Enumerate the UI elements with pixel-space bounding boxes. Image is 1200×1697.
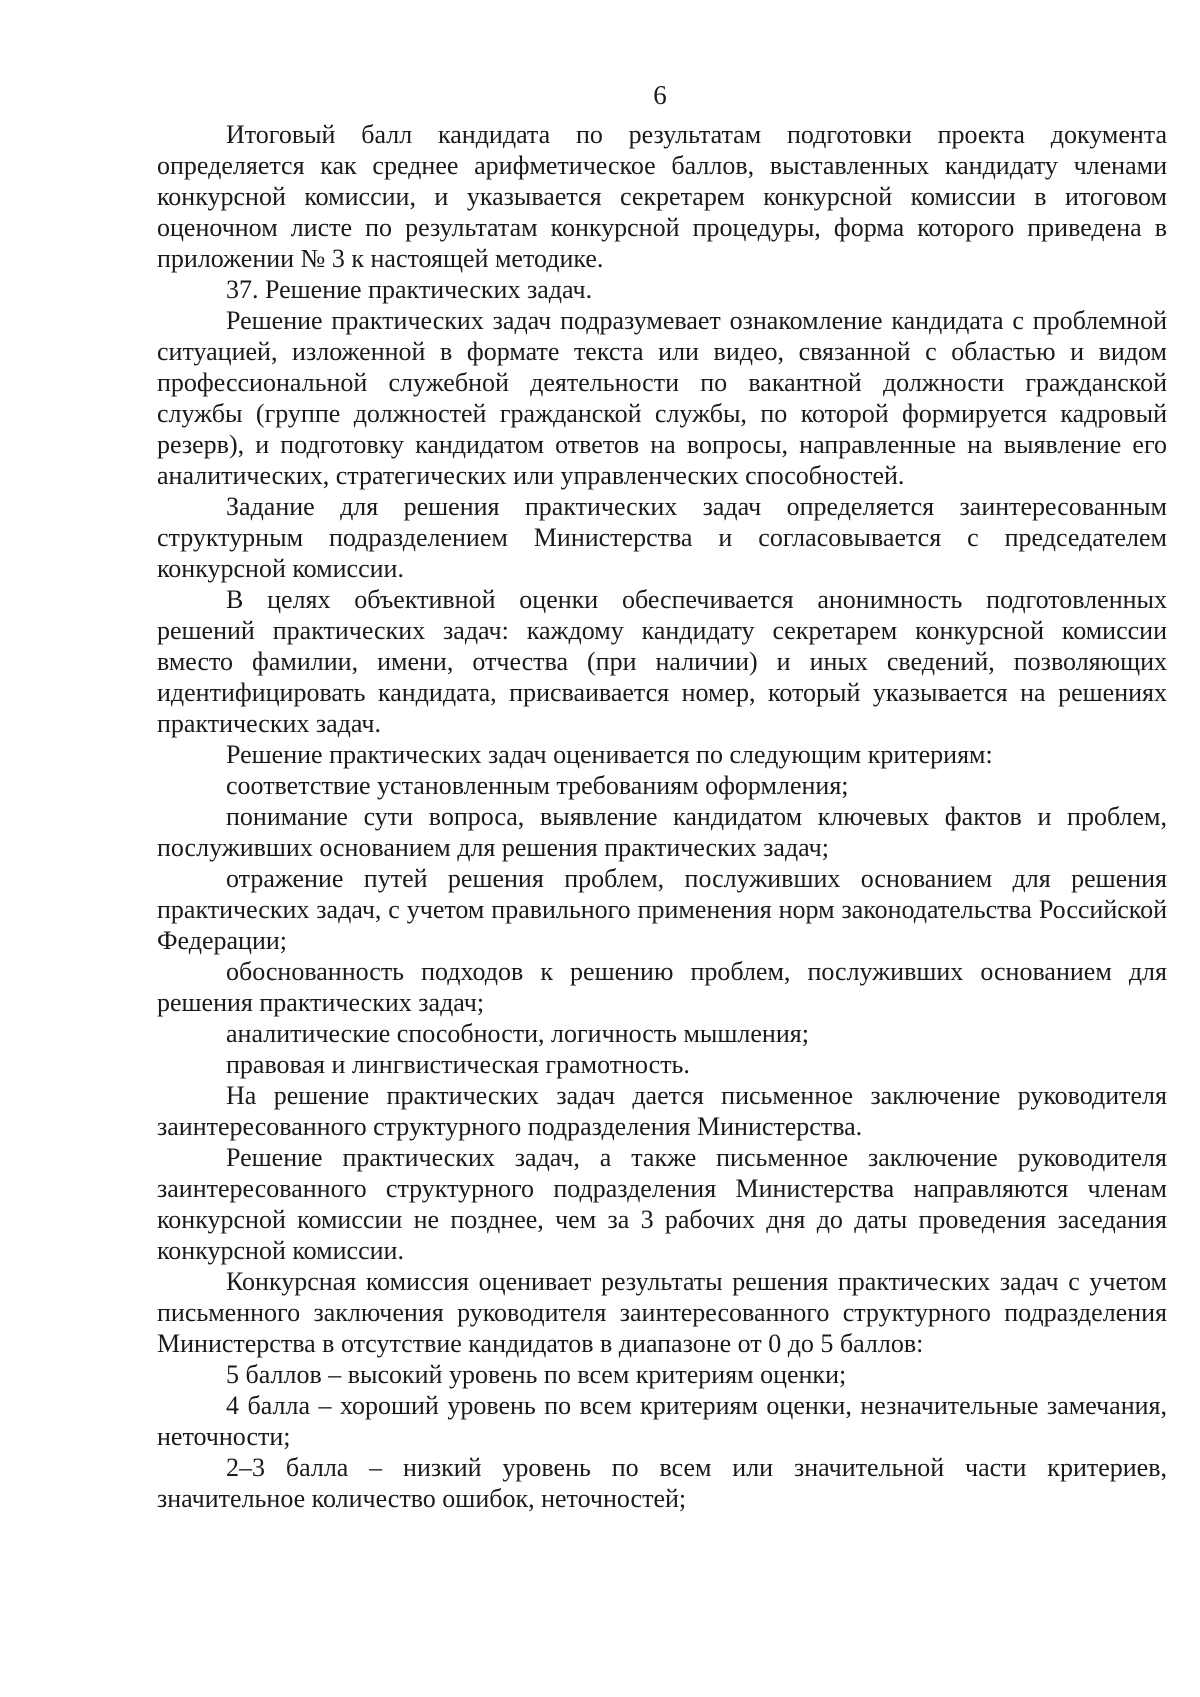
paragraph-scoring-range: Конкурсная комиссия оценивает результаты решения практических задач с учетом письменного заключения руководителя заинтересованного структурного подразделения Министерства в отсутствие кандидатов в диапазоне от 0 до 5 баллов: bbox=[157, 1267, 1167, 1358]
score-level-5: 5 баллов – высокий уровень по всем критериям оценки; bbox=[226, 1360, 847, 1389]
page-number: 6 bbox=[653, 80, 667, 110]
criterion-justification: обоснованность подходов к решению проблем, послуживших основанием для решения практических задач; bbox=[157, 957, 1167, 1017]
paragraph-task-description: Решение практических задач подразумевает ознакомление кандидата с проблемной ситуацией, изложенной в формате текста или видео, связанной с областью и видом профессиональной служебной деятельности по вакантной должности гражданской службы (группе должностей гражданской службы, по которой формируется кадровый резерв), и подготовку кандидатом ответов на вопросы, направленные на выявление его аналитических, стратегических или управленческих способностей. bbox=[157, 306, 1167, 490]
criterion-solutions: отражение путей решения проблем, послуживших основанием для решения практических задач, с учетом правильного применения норм законодательства Российской Федерации; bbox=[157, 864, 1167, 955]
criterion-formatting: соответствие установленным требованиям оформления; bbox=[226, 771, 849, 800]
paragraph-final-score: Итоговый балл кандидата по результатам подготовки проекта документа определяется как среднее арифметическое баллов, выставленных кандидату членами конкурсной комиссии, и указывается секретарем конкурсной комиссии в итоговом оценочном листе по результатам конкурсной процедуры, форма которого приведена в приложении № 3 к настоящей методике. bbox=[157, 120, 1167, 273]
paragraph-criteria-intro: Решение практических задач оценивается по следующим критериям: bbox=[226, 740, 993, 769]
paragraph-submission-deadline: Решение практических задач, а также письменное заключение руководителя заинтересованного структурного подразделения Министерства направляются членам конкурсной комиссии не позднее, чем за 3 рабочих дня до даты проведения заседания конкурсной комиссии. bbox=[157, 1143, 1167, 1265]
score-level-2-3: 2–3 балла – низкий уровень по всем или значительной части критериев, значительное количество ошибок, неточностей; bbox=[157, 1453, 1167, 1513]
criterion-analytics: аналитические способности, логичность мышления; bbox=[226, 1019, 809, 1048]
paragraph-task-assignment: Задание для решения практических задач определяется заинтересованным структурным подразделением Министерства и согласовывается с председателем конкурсной комиссии. bbox=[157, 492, 1167, 583]
criterion-literacy: правовая и лингвистическая грамотность. bbox=[226, 1050, 690, 1079]
score-level-4: 4 балла – хороший уровень по всем критериям оценки, незначительные замечания, неточности; bbox=[157, 1391, 1167, 1451]
document-body bbox=[157, 119, 1167, 1514]
criterion-understanding: понимание сути вопроса, выявление кандидатом ключевых фактов и проблем, послуживших основанием для решения практических задач; bbox=[157, 802, 1167, 862]
paragraph-written-conclusion: На решение практических задач дается письменное заключение руководителя заинтересованного структурного подразделения Министерства. bbox=[157, 1081, 1167, 1141]
section-heading-37: 37. Решение практических задач. bbox=[226, 275, 593, 304]
paragraph-anonymity: В целях объективной оценки обеспечивается анонимность подготовленных решений практических задач: каждому кандидату секретарем конкурсной комиссии вместо фамилии, имени, отчества (при наличии) и иных сведений, позволяющих идентифицировать кандидата, присваивается номер, который указывается на решениях практических задач. bbox=[157, 585, 1167, 738]
